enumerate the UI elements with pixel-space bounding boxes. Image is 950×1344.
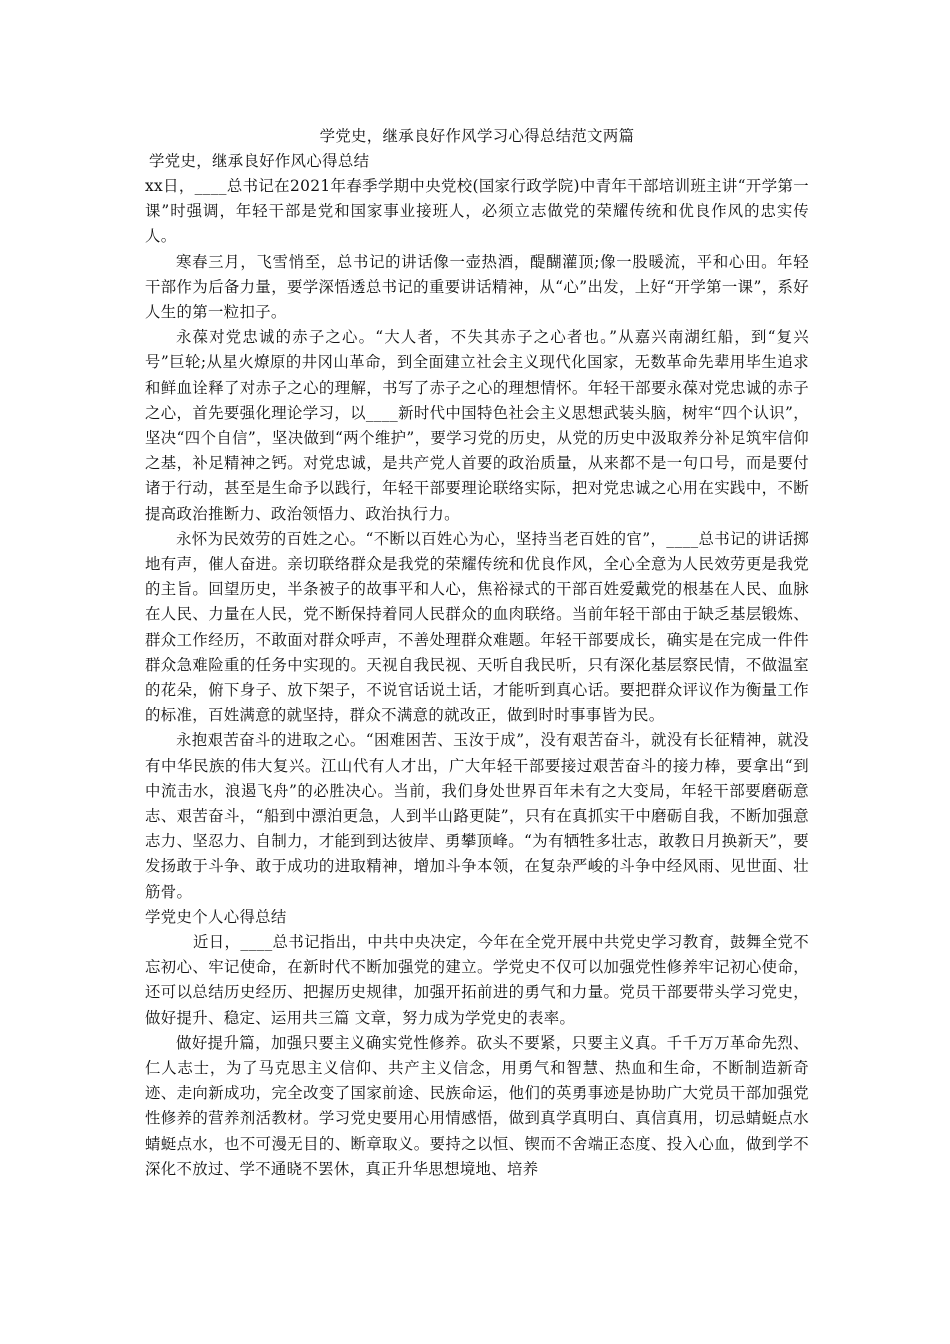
paragraph: xx日，____总书记在2021年春季学期中央党校(国家行政学院)中青年干部培训班主讲“开学第一课”时强调，年轻干部是党和国家事业接班人，必须立志做党的荣耀传统和优良作风的忠实传人。 [145,177,809,246]
paragraph: 永葆对党忠诚的赤子之心。“大人者，不失其赤子之心者也。”从嘉兴南湖红船，到“复兴号”巨轮;从星火燎原的井冈山革命，到全面建立社会主义现代化国家，无数革命先辈用毕生追求和鲜血诠释了对赤子之心的理解，书写了赤子之心的理想情怀。年轻干部要永葆对党忠诚的赤子之心，首先要强化理论学习，以____新时代中国特色社会主义思想武装头脑，树牢“四个认识”，坚决“四个自信”，坚决做到“两个维护”，要学习党的历史，从党的历史中汲取养分补足筑牢信仰之基，补足精神之钙。对党忠诚，是共产党人首要的政治质量，从来都不是一句口号，而是要付诸于行动，甚至是生命予以践行，年轻干部要理论联络实际，把对党忠诚之心用在实践中，不断提高政治推断力、政治领悟力、政治执行力。 [145,328,809,523]
paragraph: 做好提升篇，加强只要主义确实党性修养。砍头不要紧，只要主义真。千千万万革命先烈、仁人志士，为了马克思主义信仰、共产主义信念，用勇气和智慧、热血和生命，不断制造新奇迹、走向新成功，完全改变了国家前途、民族命运，他们的英勇事迹是协助广大党员干部加强党性修养的营养剂活教材。学习党史要用心用情感悟，做到真学真明白、真信真用，切忌蜻蜓点水蜻蜓点水，也不可漫无目的、断章取义。要持之以恒、锲而不舍端正态度、投入心血，做到学不深化不放过、学不通晓不罢休，真正升华思想境地、培养 [145,1033,809,1178]
document-page [145,124,809,1182]
paragraph: 近日，____总书记指出，中共中央决定，今年在全党开展中共党史学习教育，鼓舞全党不忘初心、牢记使命，在新时代不断加强党的建立。学党史不仅可以加强党性修养牢记初心使命，还可以总结历史经历、把握历史规律，加强开拓前进的勇气和力量。党员干部要带头学习党史，做好提升、稳定、运用共三篇 文章，努力成为学党史的表率。 [145,932,809,1027]
section-heading-1: 学党史，继承良好作风心得总结 [149,152,370,170]
paragraph: 永怀为民效劳的百姓之心。“不断以百姓心为心，坚持当老百姓的官”，____总书记的讲话掷地有声，催人奋进。亲切联络群众是我党的荣耀传统和优良作风，全心全意为人民效劳更是我党的主旨。回望历史，半条被子的故事平和人心，焦裕禄式的干部百姓爱戴党的根基在人民、血脉在人民、力量在人民，党不断保持着同人民群众的血肉联络。当前年轻干部由于缺乏基层锻炼、群众工作经历，不敢面对群众呼声，不善处理群众难题。年轻干部要成长，确实是在完成一件件群众急难险重的任务中实现的。天视自我民视、天听自我民听，只有深化基层察民情，不做温室的花朵，俯下身子、放下架子，不说官话说土话，才能听到真心话。要把群众评议作为衡量工作的标准，百姓满意的就坚持，群众不满意的就改正，做到时时事事皆为民。 [145,529,809,725]
section-heading-2: 学党史个人心得总结 [145,907,287,926]
paragraph: 永抱艰苦奋斗的进取之心。“困难困苦、玉汝于成”，没有艰苦奋斗，就没有长征精神，就没有中华民族的伟大复兴。江山代有人才出，广大年轻干部要接过艰苦奋斗的接力棒，要拿出“到中流击水，浪遏飞舟”的必胜决心。当前，我们身处世界百年未有之大变局，年轻干部要磨砺意志、艰苦奋斗，“船到中漂泊更急，人到半山路更陡”，只有在真抓实干中磨砺自我，不断加强意志力、坚忍力、自制力，才能到到达彼岸、勇攀顶峰。“为有牺牲多壮志，敢教日月换新天”，要发扬敢于斗争、敢于成功的进取精神，增加斗争本领，在复杂严峻的斗争中经风雨、见世面、壮筋骨。 [145,731,809,901]
document-title: 学党史，继承良好作风学习心得总结范文两篇 [319,127,635,145]
paragraph: 寒春三月，飞雪悄至，总书记的讲话像一壶热酒，醍醐灌顶;像一股暖流，平和心田。年轻干部作为后备力量，要学深悟透总书记的重要讲话精神，从“心”出发，上好“开学第一课”，系好人生的第一粒扣子。 [145,252,809,322]
